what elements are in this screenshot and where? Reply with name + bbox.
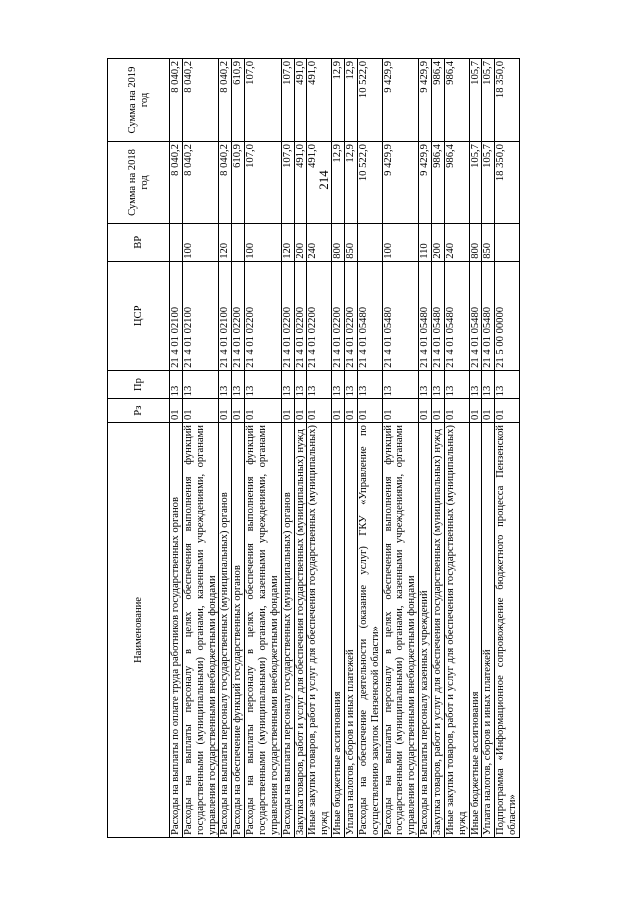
cell-sum-2018: 9 429,9: [419, 142, 432, 224]
cell-csr: 21 4 01 02200: [332, 261, 345, 370]
cell-rz: 01: [432, 399, 445, 423]
cell-name: Расходы на выплаты персоналу государственных (муниципальных) органов: [281, 423, 294, 838]
cell-sum-2018: 12,9: [345, 142, 358, 224]
cell-name: Иные закупки товаров, работ и услуг для обеспечения государственных (муниципальных) нужд: [307, 423, 332, 838]
cell-vr: 100: [182, 223, 219, 261]
cell-vr: 100: [245, 223, 282, 261]
cell-csr: 21 4 01 02200: [245, 261, 282, 370]
cell-sum-2019: 105,7: [482, 59, 495, 142]
cell-sum-2018: 105,7: [482, 142, 495, 224]
cell-sum-2019: 491,0: [307, 59, 332, 142]
cell-pr: 13: [432, 370, 445, 398]
cell-name: Расходы на обеспечение функций государственных органов: [232, 423, 245, 838]
cell-rz: 01: [469, 399, 482, 423]
cell-rz: 01: [357, 399, 382, 423]
cell-name: Иные бюджетные ассигнования: [332, 423, 345, 838]
cell-pr: 13: [469, 370, 482, 398]
cell-vr: [170, 223, 183, 261]
cell-sum-2019: 491,0: [294, 59, 307, 142]
table-row: [182, 59, 219, 838]
cell-sum-2019: 986,4: [444, 59, 469, 142]
cell-sum-2018: 105,7: [469, 142, 482, 224]
cell-rz: 01: [219, 399, 232, 423]
cell-pr: 13: [232, 370, 245, 398]
cell-sum-2018: 107,0: [245, 142, 282, 224]
cell-sum-2019: 18 350,0: [495, 59, 520, 142]
cell-sum-2019: 107,0: [281, 59, 294, 142]
cell-vr: [232, 223, 245, 261]
cell-sum-2018: 491,0: [307, 142, 332, 224]
cell-pr: 13: [444, 370, 469, 398]
cell-rz: 01: [495, 399, 520, 423]
table-row: [444, 59, 469, 838]
cell-name: Подпрограмма «Информационное сопровождение бюджетного процесса Пензенской области»: [495, 423, 520, 838]
cell-rz: 01: [419, 399, 432, 423]
cell-sum-2018: 10 522,0: [357, 142, 382, 224]
table-row: [170, 59, 183, 838]
cell-vr: 240: [307, 223, 332, 261]
cell-rz: 01: [170, 399, 183, 423]
cell-sum-2019: 8 040,2: [170, 59, 183, 142]
cell-vr: 800: [332, 223, 345, 261]
cell-pr: 13: [332, 370, 345, 398]
cell-vr: 800: [469, 223, 482, 261]
budget-table: [107, 58, 520, 838]
cell-sum-2019: 10 522,0: [357, 59, 382, 142]
cell-vr: [357, 223, 382, 261]
cell-vr: 120: [281, 223, 294, 261]
cell-rz: 01: [444, 399, 469, 423]
cell-sum-2019: 107,0: [245, 59, 282, 142]
table-row: [482, 59, 495, 838]
cell-rz: 01: [232, 399, 245, 423]
cell-pr: 13: [281, 370, 294, 398]
cell-csr: 21 4 01 02100: [182, 261, 219, 370]
cell-name: Расходы на выплаты персоналу в целях обеспечения выполнения функций государственными (муниципальными) органами, казенными учреждениями, органами управления государственными внебюджетными фондами: [245, 423, 282, 838]
cell-sum-2019: 610,9: [232, 59, 245, 142]
table-header-row: [108, 59, 170, 838]
header-pr: Пр: [108, 370, 170, 398]
table-row: [419, 59, 432, 838]
cell-vr: [495, 223, 520, 261]
cell-sum-2019: 8 040,2: [182, 59, 219, 142]
cell-sum-2019: 9 429,9: [382, 59, 419, 142]
cell-rz: 01: [281, 399, 294, 423]
cell-csr: 21 4 01 02200: [294, 261, 307, 370]
table-row: [294, 59, 307, 838]
cell-csr: 21 4 01 05480: [432, 261, 445, 370]
cell-pr: 13: [495, 370, 520, 398]
cell-pr: 13: [245, 370, 282, 398]
cell-name: Уплата налогов, сборов и иных платежей: [345, 423, 358, 838]
cell-sum-2018: 8 040,2: [182, 142, 219, 224]
table-row: [232, 59, 245, 838]
cell-sum-2018: 986,4: [432, 142, 445, 224]
cell-csr: 21 4 01 05480: [469, 261, 482, 370]
cell-vr: 240: [444, 223, 469, 261]
table-row: [432, 59, 445, 838]
page-number: 214: [316, 170, 331, 190]
cell-pr: 13: [170, 370, 183, 398]
cell-pr: 13: [307, 370, 332, 398]
cell-sum-2018: 610,9: [232, 142, 245, 224]
cell-csr: 21 4 01 05480: [419, 261, 432, 370]
cell-csr: 21 4 01 02200: [345, 261, 358, 370]
cell-sum-2019: 9 429,9: [419, 59, 432, 142]
header-sum-2019: Сумма на 2019 год: [108, 59, 170, 142]
cell-name: Расходы на обеспечение деятельности (оказание услуг) ГКУ «Управление по осуществлению закупок Пензенской области»: [357, 423, 382, 838]
cell-name: Закупка товаров, работ и услуг для обеспечения государственных (муниципальных) нужд: [432, 423, 445, 838]
rotated-table-container: [107, 58, 593, 838]
cell-name: Уплата налогов, сборов и иных платежей: [482, 423, 495, 838]
cell-pr: 13: [182, 370, 219, 398]
cell-vr: 120: [219, 223, 232, 261]
cell-csr: 21 4 01 05480: [482, 261, 495, 370]
cell-sum-2018: 107,0: [281, 142, 294, 224]
cell-rz: 01: [345, 399, 358, 423]
cell-csr: 21 4 01 02200: [307, 261, 332, 370]
cell-csr: 21 4 01 05480: [357, 261, 382, 370]
cell-sum-2018: 986,4: [444, 142, 469, 224]
table-row: [307, 59, 332, 838]
table-row: [345, 59, 358, 838]
cell-sum-2018: 18 350,0: [495, 142, 520, 224]
header-name: Наименование: [108, 423, 170, 838]
cell-rz: 01: [332, 399, 345, 423]
cell-pr: 13: [219, 370, 232, 398]
table-row: [357, 59, 382, 838]
cell-rz: 01: [294, 399, 307, 423]
cell-sum-2018: 12,9: [332, 142, 345, 224]
cell-sum-2019: 105,7: [469, 59, 482, 142]
cell-pr: 13: [382, 370, 419, 398]
cell-sum-2018: 491,0: [294, 142, 307, 224]
table-row: [281, 59, 294, 838]
table-body: [170, 59, 520, 838]
cell-rz: 01: [482, 399, 495, 423]
cell-name: Расходы на выплаты персоналу казенных учреждений: [419, 423, 432, 838]
cell-csr: 21 4 01 02200: [232, 261, 245, 370]
cell-vr: 850: [345, 223, 358, 261]
cell-vr: 200: [294, 223, 307, 261]
cell-name: Расходы на выплаты персоналу в целях обеспечения выполнения функций государственными (муниципальными) органами, казенными учреждениями, органами управления государственными внебюджетными фондами: [382, 423, 419, 838]
cell-rz: 01: [307, 399, 332, 423]
header-csr: ЦСР: [108, 261, 170, 370]
cell-csr: 21 4 01 05480: [444, 261, 469, 370]
table-row: [382, 59, 419, 838]
cell-name: Расходы на выплаты по оплате труда работников государственных органов: [170, 423, 183, 838]
cell-sum-2019: 8 040,2: [219, 59, 232, 142]
cell-csr: 21 4 01 02200: [281, 261, 294, 370]
cell-pr: 13: [357, 370, 382, 398]
table-row: [219, 59, 232, 838]
cell-pr: 13: [419, 370, 432, 398]
table-row: [332, 59, 345, 838]
table-row: [469, 59, 482, 838]
header-vr: ВР: [108, 223, 170, 261]
cell-pr: 13: [345, 370, 358, 398]
cell-csr: 21 5 00 00000: [495, 261, 520, 370]
table-row: [245, 59, 282, 838]
cell-name: Закупка товаров, работ и услуг для обеспечения государственных (муниципальных) нужд: [294, 423, 307, 838]
cell-vr: 100: [382, 223, 419, 261]
cell-vr: 200: [432, 223, 445, 261]
cell-csr: 21 4 01 02100: [170, 261, 183, 370]
cell-name: Иные закупки товаров, работ и услуг для обеспечения государственных (муниципальных) нужд: [444, 423, 469, 838]
cell-sum-2018: 8 040,2: [219, 142, 232, 224]
cell-pr: 13: [294, 370, 307, 398]
header-sum-2018: Сумма на 2018 год: [108, 142, 170, 224]
cell-rz: 01: [382, 399, 419, 423]
cell-sum-2018: 8 040,2: [170, 142, 183, 224]
header-rz: Рз: [108, 399, 170, 423]
cell-vr: 850: [482, 223, 495, 261]
cell-csr: 21 4 01 02100: [219, 261, 232, 370]
cell-csr: 21 4 01 05480: [382, 261, 419, 370]
cell-sum-2019: 12,9: [345, 59, 358, 142]
cell-vr: 110: [419, 223, 432, 261]
cell-sum-2019: 986,4: [432, 59, 445, 142]
cell-rz: 01: [245, 399, 282, 423]
table-row: [495, 59, 520, 838]
cell-name: Иные бюджетные ассигнования: [469, 423, 482, 838]
cell-sum-2019: 12,9: [332, 59, 345, 142]
cell-pr: 13: [482, 370, 495, 398]
cell-name: Расходы на выплаты персоналу в целях обеспечения выполнения функций государственными (муниципальными) органами, казенными учреждениями, органами управления государственными внебюджетными фондами: [182, 423, 219, 838]
cell-name: Расходы на выплаты персоналу государственных (муниципальных) органов: [219, 423, 232, 838]
cell-sum-2018: 9 429,9: [382, 142, 419, 224]
cell-rz: 01: [182, 399, 219, 423]
